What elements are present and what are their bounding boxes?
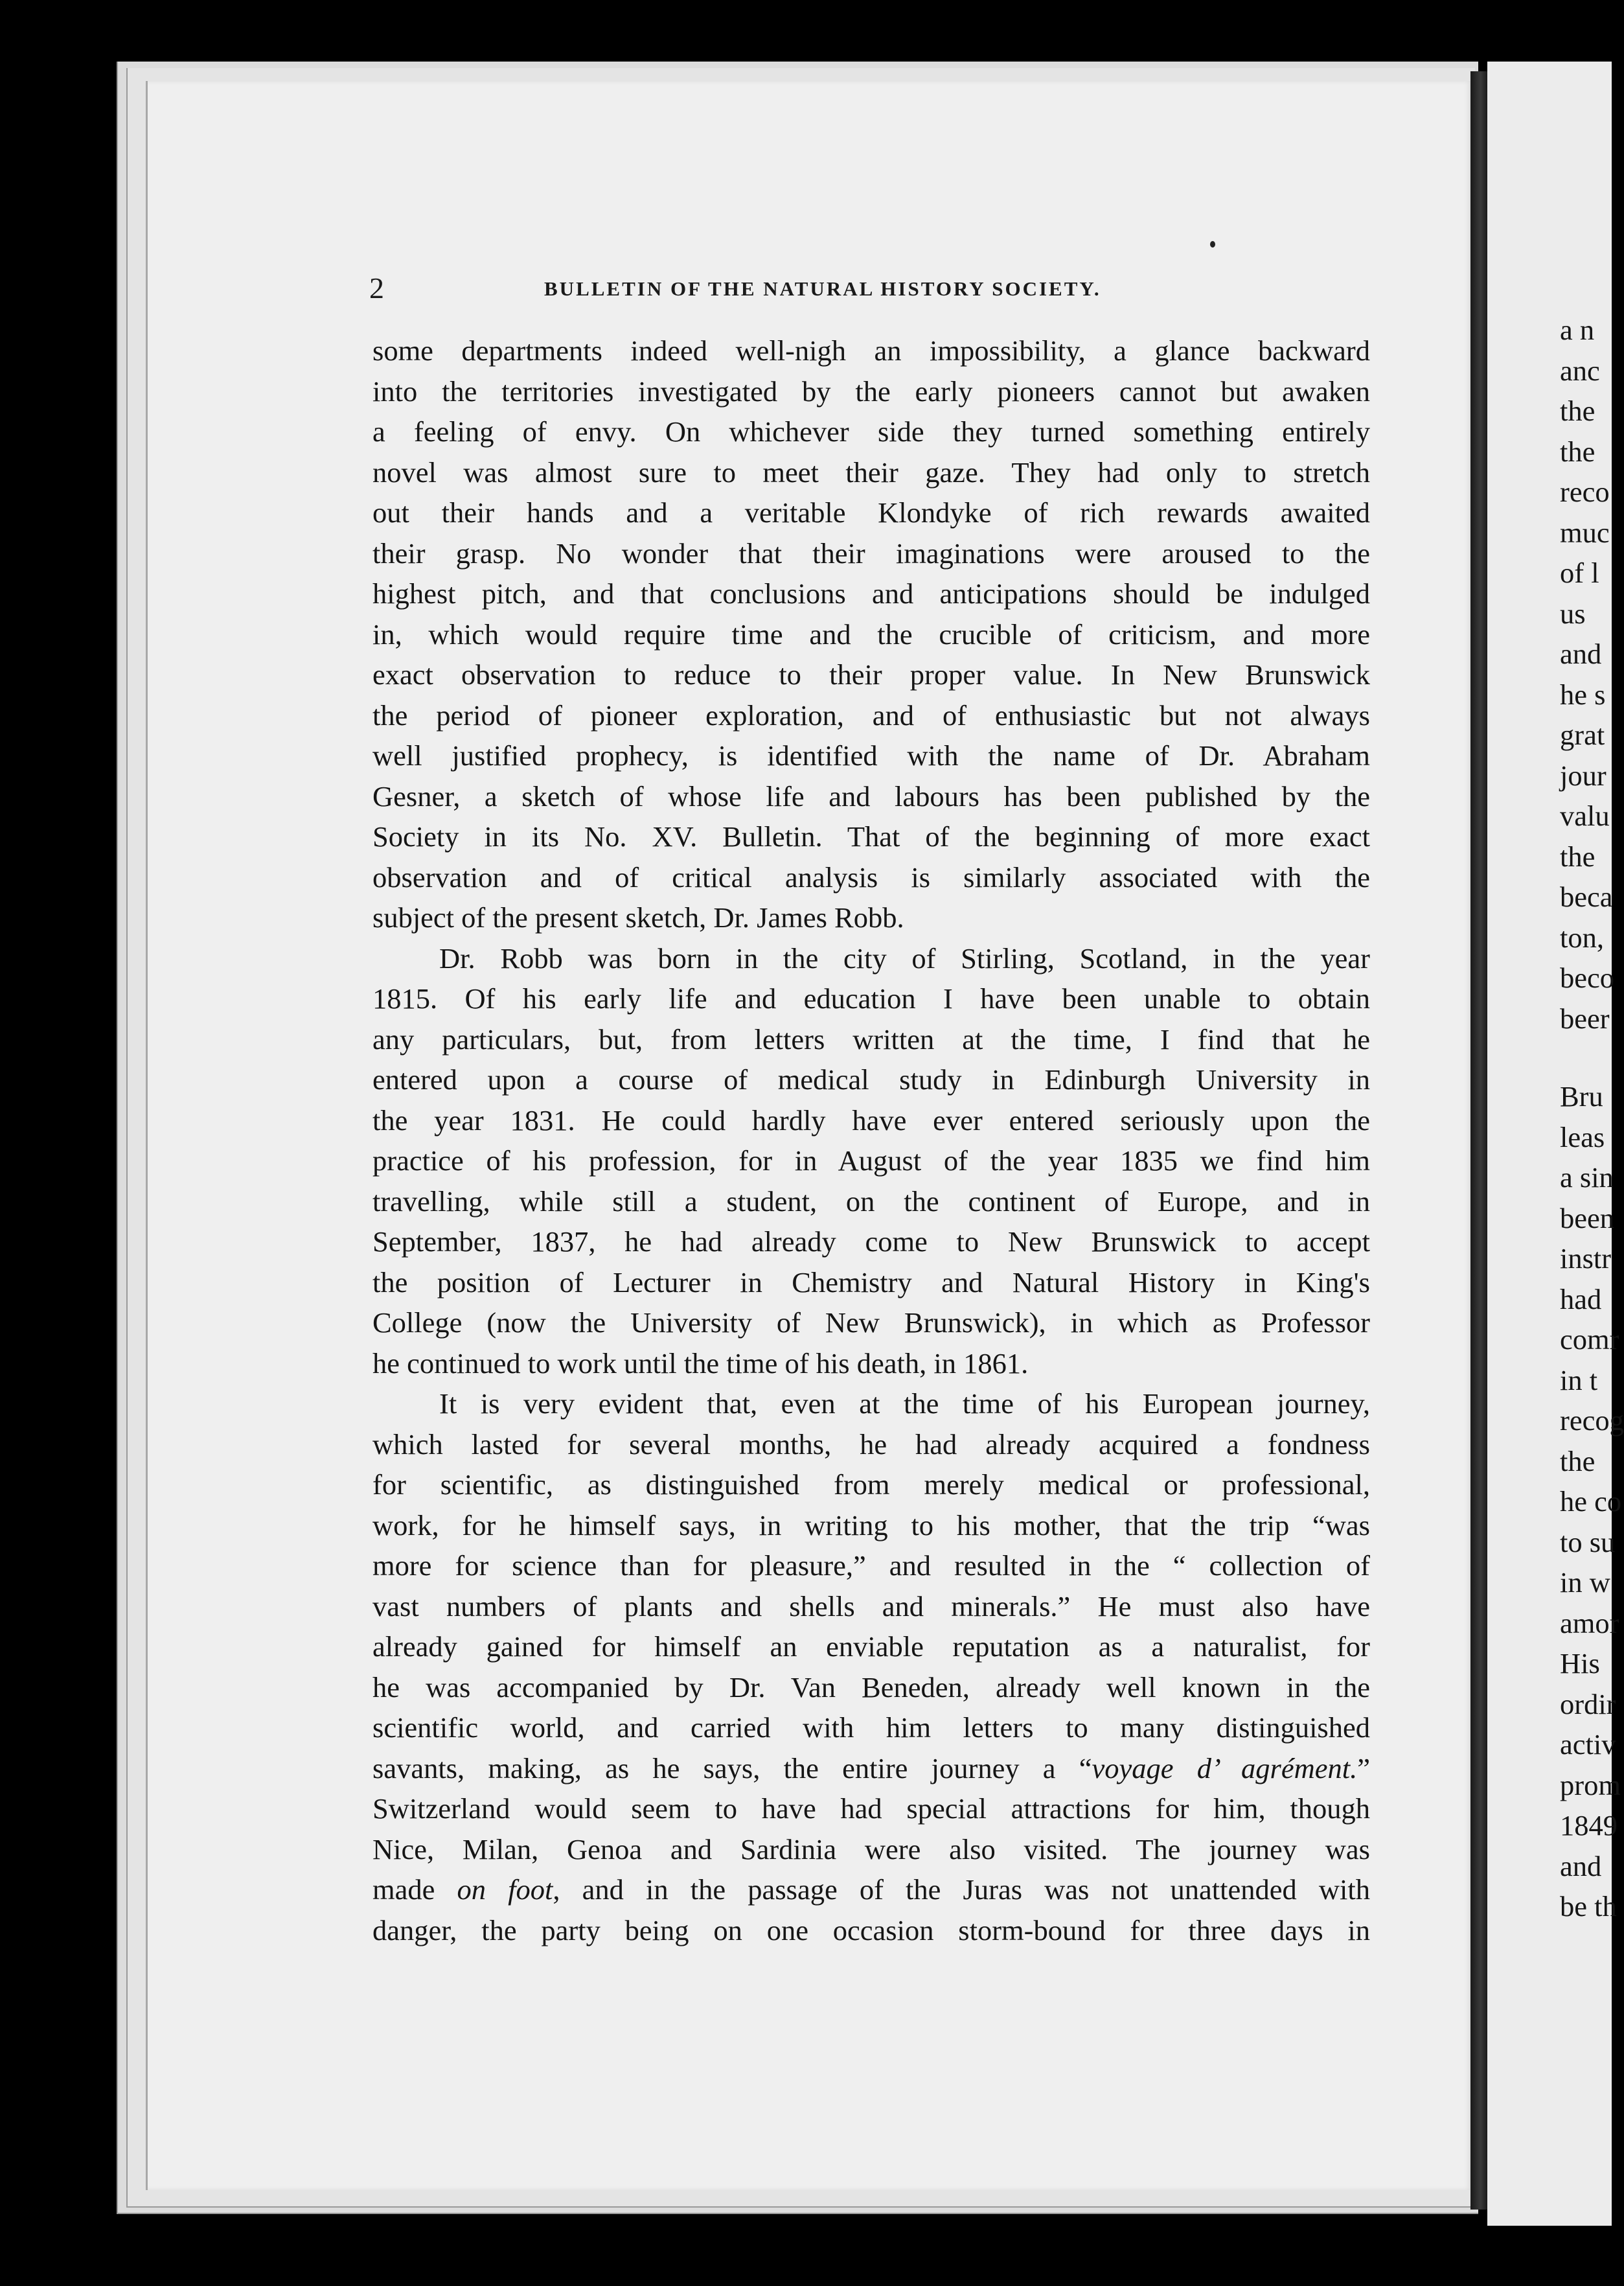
facing-text-line: ordir: [1560, 1687, 1616, 1720]
facing-text-line: the: [1560, 840, 1595, 873]
text-line: scientific world, and carried with him letters to many distinguished: [372, 1711, 1370, 1744]
text-line: danger, the party being on one occasion storm-bound for three days in: [372, 1913, 1370, 1946]
facing-text-line: in t: [1560, 1363, 1598, 1396]
facing-text-line: the: [1560, 435, 1595, 468]
running-header-title: BULLETIN OF THE NATURAL HISTORY SOCIETY.: [544, 277, 1101, 300]
facing-text-line: be th: [1560, 1890, 1617, 1922]
facing-text-line: activ: [1560, 1728, 1616, 1761]
text-line: more for science than for pleasure,” and resulted in the “ collection of: [372, 1549, 1370, 1582]
facing-text-line: he co: [1560, 1485, 1622, 1518]
facing-text-line: ton,: [1560, 921, 1604, 954]
text-line: already gained for himself an enviable reputation as a naturalist, for: [372, 1630, 1370, 1663]
facing-text-line: His: [1560, 1647, 1600, 1680]
facing-text-line: of l: [1560, 557, 1599, 589]
text-line: which lasted for several months, he had already acquired a fondness: [372, 1427, 1370, 1460]
paragraph: [372, 330, 1370, 938]
text-line: It is very evident that, even at the time of his European journey,: [439, 1387, 1370, 1420]
text-line: vast numbers of plants and shells and minerals.” He must also have: [372, 1589, 1370, 1622]
facing-text-line: us: [1560, 597, 1586, 630]
facing-text-line: 1849: [1560, 1809, 1618, 1842]
text-line: a feeling of envy. On whichever side they turned something entirely: [372, 415, 1370, 448]
text-line: September, 1837, he had already come to New Brunswick to accept: [372, 1225, 1370, 1258]
facing-text-line: he s: [1560, 678, 1606, 711]
page-number: 2: [369, 271, 384, 305]
text-line: Nice, Milan, Genoa and Sardinia were also visited. The journey was: [372, 1832, 1370, 1865]
facing-text-line: leas: [1560, 1120, 1605, 1153]
book-gutter: [1470, 71, 1487, 2210]
text-line: work, for he himself says, in writing to his mother, that the trip “was: [372, 1508, 1370, 1541]
text-line: observation and of critical analysis is similarly associated with the: [372, 860, 1370, 894]
text-line: 1815. Of his early life and education I have been unable to obtain: [372, 982, 1370, 1015]
facing-text-line: beer: [1560, 1002, 1610, 1035]
text-line: Society in its No. XV. Bulletin. That of the beginning of more exact: [372, 820, 1370, 853]
facing-page-text: [1560, 310, 1624, 1927]
text-line: the position of Lecturer in Chemistry and Natural History in King's: [372, 1265, 1370, 1299]
text-line: entered upon a course of medical study in Edinburgh University in: [372, 1063, 1370, 1096]
facing-text-line: been: [1560, 1201, 1615, 1234]
text-line: Gesner, a sketch of whose life and labours has been published by the: [372, 779, 1370, 813]
text-line: in, which would require time and the crucible of criticism, and more: [372, 618, 1370, 651]
facing-text-line: Bru: [1560, 1080, 1603, 1113]
facing-text-line: and: [1560, 638, 1602, 670]
facing-text-line: anc: [1560, 354, 1600, 387]
text-line: the period of pioneer exploration, and of enthusiastic but not always: [372, 698, 1370, 732]
facing-text-line: beco: [1560, 962, 1615, 994]
text-line: out their hands and a veritable Klondyke of rich rewards awaited: [372, 496, 1370, 529]
facing-text-line: beca: [1560, 881, 1613, 913]
facing-text-line: the: [1560, 395, 1595, 427]
text-line: their grasp. No wonder that their imaginations were aroused to the: [372, 537, 1370, 570]
text-line: he continued to work until the time of his death, in 1861.: [372, 1346, 1029, 1380]
facing-text-line: muc: [1560, 516, 1610, 549]
text-line: exact observation to reduce to their proper value. In New Brunswick: [372, 658, 1370, 691]
text-line: highest pitch, and that conclusions and anticipations should be indulged: [372, 577, 1370, 610]
facing-text-line: had: [1560, 1282, 1602, 1315]
text-line: savants, making, as he says, the entire journey a “voyage d’ agrément.”: [372, 1751, 1370, 1784]
facing-text-line: a n: [1560, 314, 1595, 346]
facing-text-line: to su: [1560, 1525, 1616, 1558]
text-line: some departments indeed well-nigh an impossibility, a glance backward: [372, 334, 1370, 367]
text-line: novel was almost sure to meet their gaze. They had only to stretch: [372, 456, 1370, 489]
facing-text-line: the: [1560, 1444, 1595, 1477]
text-line: practice of his profession, for in August of the year 1835 we find him: [372, 1144, 1370, 1177]
facing-text-line: comr: [1560, 1323, 1619, 1356]
facing-text-line: grat: [1560, 719, 1605, 751]
facing-text-line: reco: [1560, 476, 1610, 508]
text-line: made on foot, and in the passage of the Juras was not unattended with: [372, 1873, 1370, 1906]
text-line: travelling, while still a student, on the continent of Europe, and in: [372, 1184, 1370, 1218]
text-line: Switzerland would seem to have had special attractions for him, though: [372, 1792, 1370, 1825]
facing-text-line: jour: [1560, 759, 1607, 792]
facing-text-line: a sin: [1560, 1161, 1614, 1194]
facing-text-line: valu: [1560, 800, 1610, 832]
text-line: well justified prophecy, is identified with the name of Dr. Abraham: [372, 739, 1370, 772]
facing-text-line: recog: [1560, 1404, 1624, 1437]
text-line: he was accompanied by Dr. Van Beneden, already well known in the: [372, 1670, 1370, 1703]
paragraph: [372, 938, 1370, 1384]
article-body: [372, 330, 1370, 1950]
facing-text-line: instr: [1560, 1242, 1612, 1275]
text-line: Dr. Robb was born in the city of Stirling, Scotland, in the year: [439, 941, 1370, 975]
facing-text-line: amor: [1560, 1606, 1619, 1639]
facing-text-line: and: [1560, 1849, 1602, 1882]
text-line: for scientific, as distinguished from merely medical or professional,: [372, 1468, 1370, 1501]
facing-text-line: in w: [1560, 1566, 1610, 1599]
text-line: College (now the University of New Brunswick), in which as Professor: [372, 1306, 1370, 1339]
text-line: any particulars, but, from letters written at the time, I find that he: [372, 1022, 1370, 1056]
text-line: subject of the present sketch, Dr. James Robb.: [372, 901, 904, 934]
paragraph: [372, 1383, 1370, 1950]
text-line: the year 1831. He could hardly have ever entered seriously upon the: [372, 1103, 1370, 1137]
text-line: into the territories investigated by the early pioneers cannot but awaken: [372, 375, 1370, 408]
ink-speck: [1210, 241, 1215, 248]
facing-text-line: prom: [1560, 1768, 1621, 1801]
